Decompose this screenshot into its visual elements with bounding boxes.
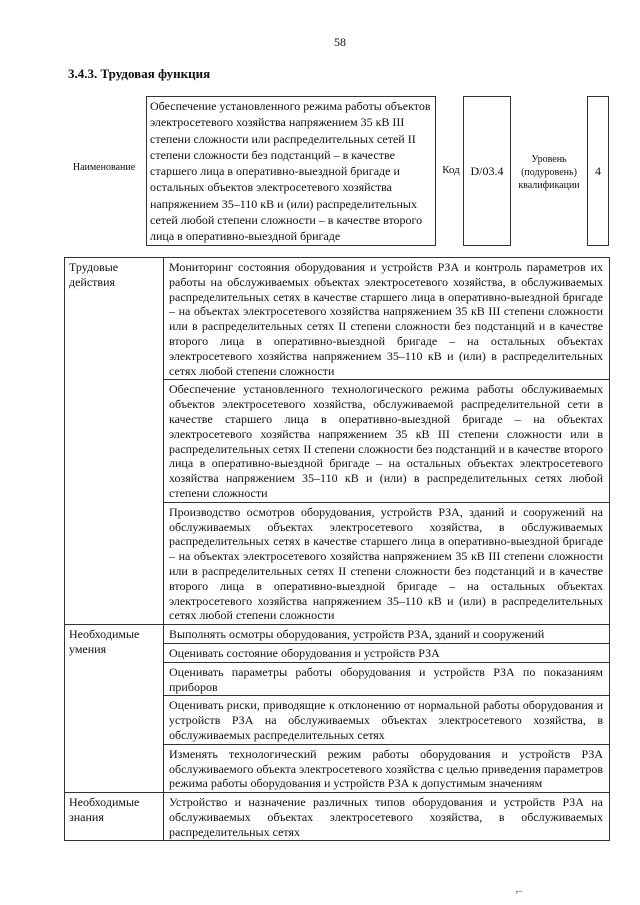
- table-row: [65, 793, 610, 841]
- level-value-box: 4: [587, 96, 609, 246]
- name-label: Наименование: [72, 162, 136, 173]
- code-label: Код: [442, 164, 460, 176]
- skill-item: Оценивать параметры работы оборудования и устройств РЗА по показаниям приборов: [164, 662, 610, 696]
- skill-item: Оценивать состояние оборудования и устройств РЗА: [164, 643, 610, 662]
- labor-action-item: Производство осмотров оборудования, устройств РЗА, зданий и сооружений на обслуживаемых объектах электросетевого хозяйства, в обслуживаемых распределительных сетях в качестве старшего лица в оперативно-выездной бригаде – на объектах электросетевого хозяйства напряжением 35 кВ III степени сложности или в распределительных сетях II степени сложности без подстанций и в качестве второго лица в оперативно-выездной бригаде – на остальных объектах электросетевого хозяйства напряжением 35–110 кВ и (или) в распределительных сетях любой степени сложности: [164, 502, 610, 624]
- table-row: [65, 258, 610, 380]
- table-row: [65, 625, 610, 644]
- labor-action-item: Обеспечение установленного технологического режима работы обслуживаемых объектов электросетевого хозяйства, обслуживаемой распределительной сети в качестве старшего лица в оперативно-выездной бригаде – на объектах электросетевого хозяйства напряжением 35 кВ III степени сложности или в распределительных сетях II степени сложности без подстанций и в качестве второго лица в оперативно-выездной бригаде – на остальных объектах электросетевого хозяйства напряжением 35–110 кВ и (или) в распределительных сетях любой степени сложности: [164, 380, 610, 502]
- skill-item: Выполнять осмотры оборудования, устройств РЗА, зданий и сооружений: [164, 625, 610, 644]
- level-label: Уровень (подуровень) квалификации: [518, 154, 580, 191]
- code-value-box: D/03.4: [463, 96, 511, 246]
- section-title: 3.4.3. Трудовая функция: [68, 66, 211, 81]
- labor-actions-label: Трудовые действия: [65, 258, 164, 625]
- knowledge-item: Устройство и назначение различных типов оборудования и устройств РЗА на обслуживаемых объектах электросетевого хозяйства, в обслуживаемых распределительных сетях: [164, 793, 610, 841]
- skills-label: Необходимые умения: [65, 625, 164, 793]
- labor-function-table: [64, 257, 610, 841]
- page-number: 58: [334, 35, 346, 49]
- function-name-box: Обеспечение установленного режима работы объектов электросетевого хозяйства напряжением 35 кВ III степени сложности или распределительных сетей II степени сложности без подстанций – в качестве старшего лица в оперативно-выездной бригаде и остальных объектов электросетевого хозяйства напряжением 35–110 кВ и (или) распределительных сетей любой степени сложности – в качестве второго лица в оперативно-выездной бригаде: [146, 96, 436, 246]
- knowledge-label: Необходимые знания: [65, 793, 164, 841]
- skill-item: Изменять технологический режим работы оборудования и устройств РЗА обслуживаемого объекта электросетевого хозяйства с целью приведения параметров режима работы оборудования и устройств РЗА к допустимым значениям: [164, 744, 610, 792]
- skill-item: Оценивать риски, приводящие к отклонению от нормальной работы оборудования и устройств РЗА на обслуживаемых объектах электросетевого хозяйства, в обслуживаемых распределительных сетях: [164, 696, 610, 744]
- footer-mark: ⌐: [516, 884, 523, 898]
- labor-action-item: Мониторинг состояния оборудования и устройств РЗА и контроль параметров их работы на обслуживаемых объектах электросетевого хозяйства, в обслуживаемых распределительных сетях в качестве старшего лица в оперативно-выездной бригаде – на объектах электросетевого хозяйства напряжением 35 кВ III степени сложности или в распределительных сетях II степени сложности без подстанций и в качестве второго лица в оперативно-выездной бригаде – на остальных объектах электросетевого хозяйства напряжением 35–110 кВ и (или) в распределительных сетях любой степени сложности: [164, 258, 610, 380]
